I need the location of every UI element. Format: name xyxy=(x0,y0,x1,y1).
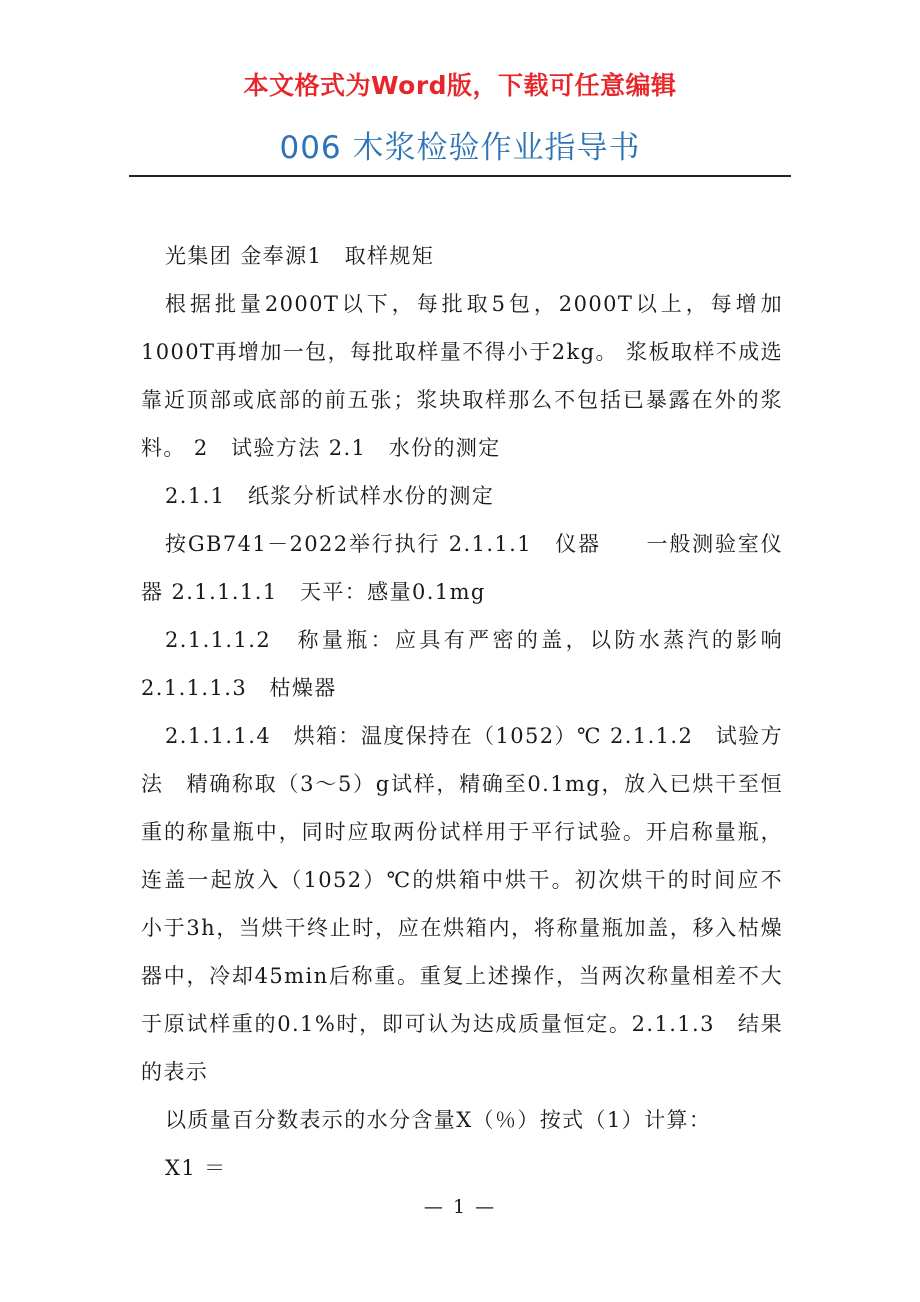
download-notice-banner: 本文格式为Word版，下载可任意编辑 xyxy=(243,71,677,100)
document-body xyxy=(141,232,783,1192)
document-title: 006 木浆检验作业指导书 xyxy=(279,130,641,166)
paragraph-instruments: 按GB741－2022举行执行 2.1.1.1 仪器 一般测验室仪器 2.1.1.1.1 天平：感量0.1mg xyxy=(141,532,783,604)
paragraph-result-expression: 以质量百分数表示的水分含量X（％）按式（1）计算： xyxy=(165,1108,712,1132)
paragraph-section-2-1-1: 2.1.1 纸浆分析试样水份的测定 xyxy=(165,484,495,508)
paragraph-sampling-rules: 根据批量2000T以下，每批取5包，2000T以上，每增加1000T再增加一包，每批取样量不得小于2kg。 浆板取样不成选靠近顶部或底部的前五张；浆块取样那么不包括已暴露在外的浆料。 2 试验方法 2.1 水份的测定 xyxy=(141,292,783,460)
paragraph-formula: X1 ＝ xyxy=(165,1156,227,1180)
paragraph-weighing-bottle: 2.1.1.1.2 称量瓶：应具有严密的盖，以防水蒸汽的影响 2.1.1.1.3 枯燥器 xyxy=(141,628,783,700)
paragraph-test-method: 2.1.1.1.4 烘箱：温度保持在（1052）℃ 2.1.1.2 试验方法 精确称取（3～5）g试样，精确至0.1mg，放入已烘干至恒重的称量瓶中，同时应取两份试样用于平行试验。开启称量瓶，连盖一起放入（1052）℃的烘箱中烘干。初次烘干的时间应不小于3h，当烘干终止时，应在烘箱内，将称量瓶加盖，移入枯燥器中，冷却45min后称重。重复上述操作，当两次称量相差不大于原试样重的0.1%时，即可认为达成质量恒定。2.1.1.3 结果的表示 xyxy=(141,724,783,1084)
page-number: — 1 — xyxy=(423,1196,497,1218)
title-divider xyxy=(129,175,791,177)
paragraph-sampling-heading: 光集团 金奉源1 取样规矩 xyxy=(165,244,435,268)
